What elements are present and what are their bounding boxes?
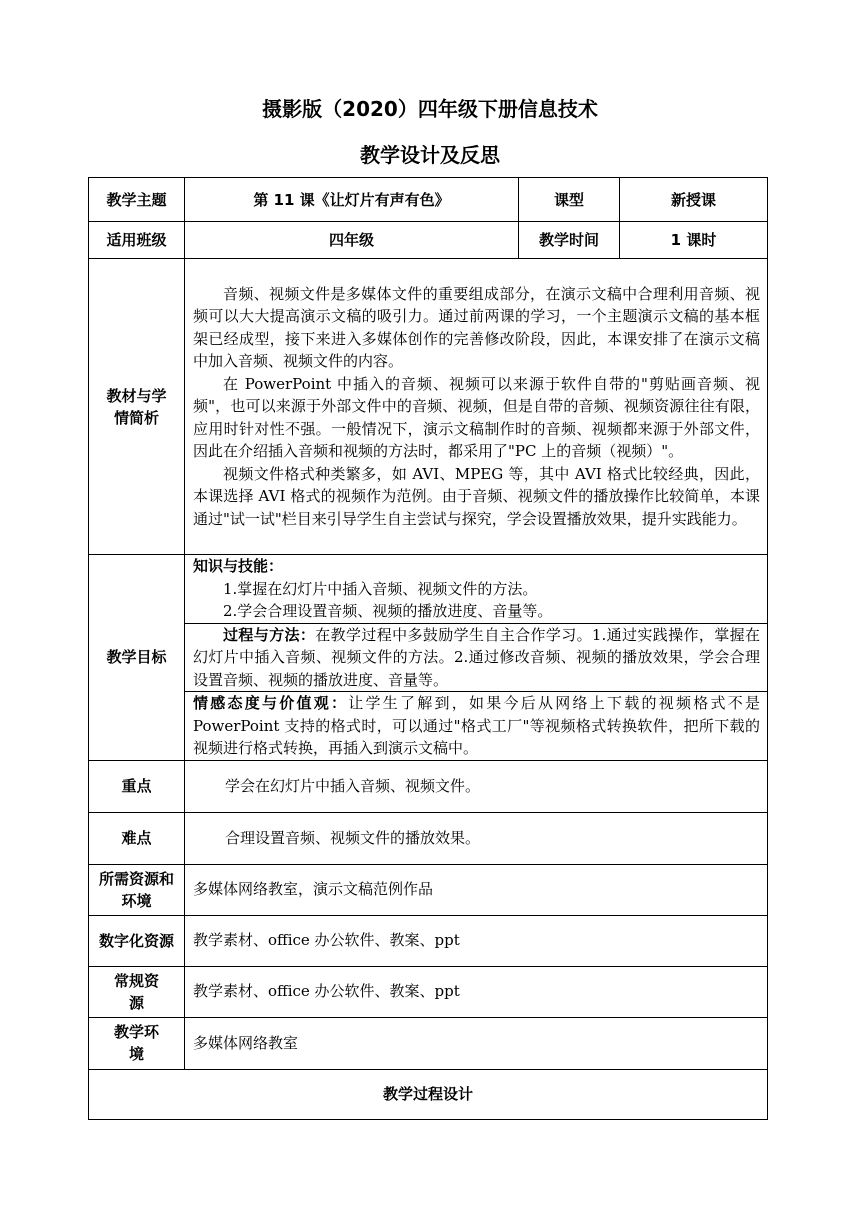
row-objectives-knowledge	[89, 555, 768, 624]
label-lesson-type: 课型	[519, 178, 620, 222]
analysis-content	[185, 259, 768, 555]
row-environment	[89, 1017, 768, 1069]
label-key-point: 重点	[89, 760, 185, 812]
label-environment: 教学环境	[89, 1017, 185, 1069]
row-topic	[89, 178, 768, 222]
row-objectives-process	[89, 623, 768, 692]
row-resources	[89, 864, 768, 915]
document-subtitle: 教学设计及反思	[360, 143, 500, 167]
row-class	[89, 222, 768, 259]
analysis-paragraph: 音频、视频文件是多媒体文件的重要组成部分，在演示文稿中合理利用音频、视频可以大大提高演示文稿的吸引力。通过前两课的学习，一个主题演示文稿的基本框架已经成型，接下来进入多媒体创作的完善修改阶段，因此，本课安排了在演示文稿中加入音频、视频文件的内容。	[193, 284, 760, 371]
process-text: 在教学过程中多鼓励学生自主合作学习。1.通过实践操作，掌握在幻灯片中插入音频、视频文件的方法。2.通过修改音频、视频的播放效果，学会合理设置音频、视频的播放进度、音量等。	[193, 625, 760, 689]
analysis-paragraph: 在 PowerPoint 中插入的音频、视频可以来源于软件自带的"剪贴画音频、视频"，也可以来源于外部文件中的音频、视频，但是自带的音频、视频资源往往有限，应用时针对性不强。一般情况下，演示文稿制作时的音频、视频都来源于外部文件，因此在介绍插入音频和视频的方法时，都采用了"PC 上的音频（视频）"。	[193, 374, 760, 461]
label-objectives: 教学目标	[89, 555, 185, 761]
label-resources: 所需资源和环境	[89, 864, 185, 915]
label-analysis: 教材与学情简析	[89, 259, 185, 555]
knowledge-item: 2.学会合理设置音频、视频的播放进度、音量等。	[223, 602, 553, 620]
value-lesson-type: 新授课	[620, 178, 768, 222]
process-heading: 过程与方法：	[223, 625, 316, 644]
row-key-point	[89, 760, 768, 812]
row-process-design	[89, 1069, 768, 1119]
value-difficulty: 合理设置音频、视频文件的播放效果。	[185, 812, 768, 864]
value-regular-resources: 教学素材、office 办公软件、教案、ppt	[185, 966, 768, 1017]
value-key-point: 学会在幻灯片中插入音频、视频文件。	[185, 760, 768, 812]
knowledge-heading: 知识与技能：	[193, 557, 284, 575]
analysis-paragraph: 视频文件格式种类繁多，如 AVI、MPEG 等，其中 AVI 格式比较经典，因此，本课选择 AVI 格式的视频作为范例。由于音频、视频文件的播放操作比较简单，本课通过"试一试"栏目来引导学生自主尝试与探究，学会设置播放效果，提升实践能力。	[193, 464, 760, 528]
value-resources: 多媒体网络教室，演示文稿范例作品	[185, 864, 768, 915]
value-class: 四年级	[185, 222, 519, 259]
label-topic: 教学主题	[89, 178, 185, 222]
value-environment: 多媒体网络教室	[185, 1017, 768, 1069]
value-duration: 1 课时	[620, 222, 768, 259]
label-process-design: 教学过程设计	[89, 1069, 768, 1119]
value-digital-resources: 教学素材、office 办公软件、教案、ppt	[185, 915, 768, 966]
document-title: 摄影版（2020）四年级下册信息技术	[262, 97, 598, 121]
value-topic: 第 11 课《让灯片有声有色》	[185, 178, 519, 222]
objective-process	[185, 623, 768, 692]
row-digital-resources	[89, 915, 768, 966]
label-duration: 教学时间	[519, 222, 620, 259]
row-objectives-emotion	[89, 692, 768, 761]
label-class: 适用班级	[89, 222, 185, 259]
row-regular-resources	[89, 966, 768, 1017]
row-difficulty	[89, 812, 768, 864]
emotion-text: 让学生了解到，如果今后从网络上下载的视频格式不是 PowerPoint 支持的格式时，可以通过"格式工厂"等视频格式转换软件，把所下载的视频进行格式转换，再插入到演示文稿中。	[193, 694, 760, 757]
knowledge-item: 1.掌握在幻灯片中插入音频、视频文件的方法。	[223, 579, 538, 598]
objective-emotion	[185, 692, 768, 761]
label-difficulty: 难点	[89, 812, 185, 864]
objective-knowledge	[185, 555, 768, 624]
label-digital-resources: 数字化资源	[89, 915, 185, 966]
lesson-plan-table	[88, 177, 768, 1120]
row-analysis	[89, 259, 768, 555]
label-regular-resources: 常规资源	[89, 966, 185, 1017]
emotion-heading: 情感态度与价值观：	[193, 694, 349, 712]
